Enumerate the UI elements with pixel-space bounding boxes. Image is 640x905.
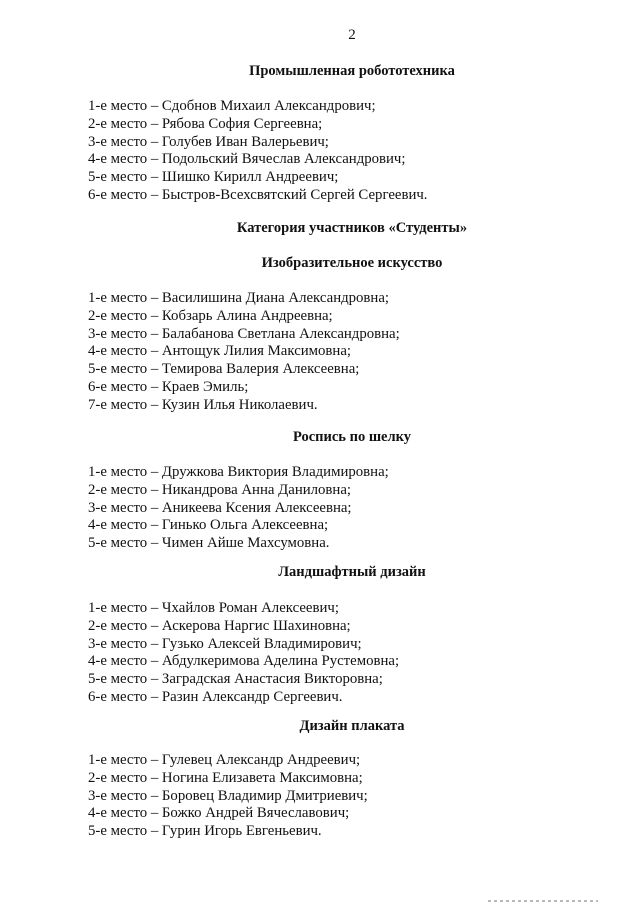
- list-item: 3-е место – Боровец Владимир Дмитриевич;: [88, 787, 368, 804]
- category-heading-students: Категория участников «Студенты»: [236, 220, 468, 236]
- section-heading-industrial-robotics: Промышленная робототехника: [249, 63, 455, 79]
- list-item: 1-е место – Дружкова Виктория Владимировна;: [88, 464, 389, 480]
- list-item: 3-е место – Гузько Алексей Владимирович;: [88, 635, 362, 652]
- page-number: 2: [348, 27, 356, 43]
- results-list-silk-painting: [88, 464, 389, 553]
- list-item: 1-е место – Василишина Диана Александровна;: [88, 290, 390, 306]
- list-item: 6-е место – Разин Александр Сергеевич.: [88, 688, 343, 705]
- list-item: 2-е место – Ногина Елизавета Максимовна;: [88, 769, 363, 786]
- list-item: 1-е место – Гулевец Александр Андреевич;: [88, 752, 361, 768]
- section-heading-fine-arts: Изобразительное искусство: [261, 255, 443, 271]
- list-item: 1-е место – Сдобнов Михаил Александрович;: [88, 98, 376, 114]
- list-item: 4-е место – Абдулкеримова Аделина Рустемовна;: [88, 653, 400, 670]
- section-heading-poster-design: Дизайн плаката: [299, 718, 405, 734]
- list-item: 5-е место – Темирова Валерия Алексеевна;: [88, 361, 360, 378]
- list-item: 4-е место – Божко Андрей Вячеславович;: [88, 805, 350, 822]
- list-item: 3-е место – Аникеева Ксения Алексеевна;: [88, 499, 352, 516]
- list-item: 5-е место – Чимен Айше Махсумовна.: [88, 535, 330, 552]
- results-list-landscape-design: [88, 600, 399, 707]
- list-item: 2-е место – Кобзарь Алина Андреевна;: [88, 307, 333, 324]
- scan-edge-mark: [488, 900, 598, 902]
- list-item: 5-е место – Заградская Анастасия Викторовна;: [88, 671, 383, 688]
- list-item: 3-е место – Балабанова Светлана Александровна;: [88, 325, 400, 342]
- list-item: 2-е место – Аскерова Наргис Шахиновна;: [88, 617, 351, 634]
- list-item: 1-е место – Чхайлов Роман Алексеевич;: [88, 600, 339, 616]
- section-heading-landscape-design: Ландшафтный дизайн: [278, 564, 426, 580]
- list-item: 7-е место – Кузин Илья Николаевич.: [88, 396, 318, 413]
- section-heading-silk-painting: Роспись по шелку: [292, 429, 412, 445]
- results-list-fine-arts: [88, 290, 400, 415]
- list-item: 5-е место – Гурин Игорь Евгеньевич.: [88, 823, 322, 840]
- list-item: 4-е место – Подольский Вячеслав Александрович;: [88, 151, 406, 168]
- list-item: 3-е место – Голубев Иван Валерьевич;: [88, 133, 329, 150]
- list-item: 5-е место – Шишко Кирилл Андреевич;: [88, 169, 339, 186]
- list-item: 4-е место – Антощук Лилия Максимовна;: [88, 343, 352, 360]
- list-item: 6-е место – Краев Эмиль;: [88, 378, 249, 395]
- list-item: 6-е место – Быстров-Всехсвятский Сергей Сергеевич.: [88, 186, 428, 203]
- results-list-industrial-robotics: [88, 98, 428, 205]
- list-item: 2-е место – Никандрова Анна Даниловна;: [88, 481, 352, 498]
- list-item: 2-е место – Рябова София Сергеевна;: [88, 115, 323, 132]
- results-list-poster-design: [88, 752, 368, 841]
- list-item: 4-е место – Гинько Ольга Алексеевна;: [88, 517, 329, 534]
